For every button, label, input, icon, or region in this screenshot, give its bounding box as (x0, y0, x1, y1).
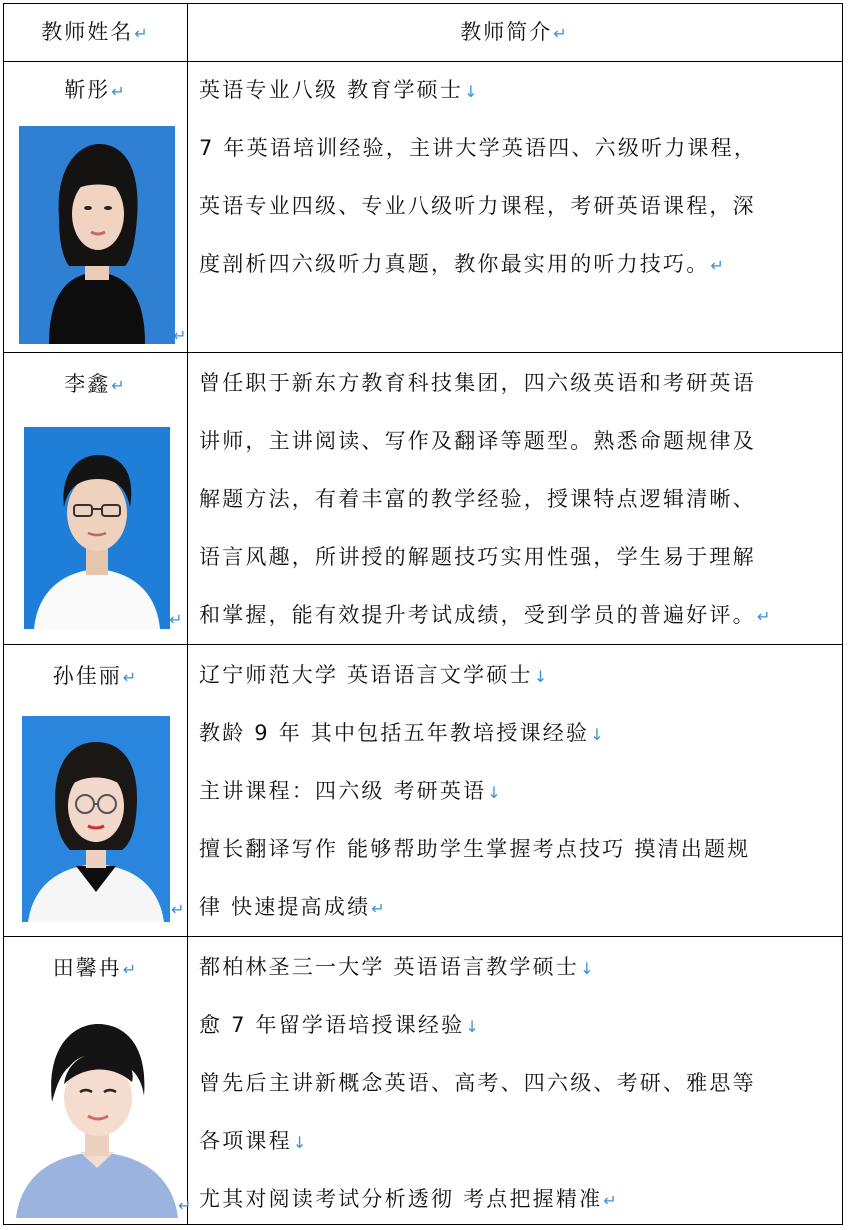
teacher-photo (19, 126, 175, 344)
teacher-photo (24, 427, 170, 629)
teacher-name-cell (4, 74, 187, 104)
teacher-name-cell (4, 952, 187, 982)
bio-line: 英语专业四级、专业八级听力课程，考研英语课程，深 (199, 194, 756, 218)
paragraph-mark: ↵ (122, 960, 139, 979)
paragraph-mark: ↵ (122, 668, 139, 687)
bio-line: 曾任职于新东方教育科技集团，四六级英语和考研英语 (199, 371, 756, 395)
bio-line: 度剖析四六级听力真题，教你最实用的听力技巧。↵ (199, 252, 727, 276)
teacher-photo (22, 716, 170, 922)
row-divider (4, 644, 842, 645)
header-name-label: 教师姓名 (41, 20, 134, 44)
bio-line: 7 年英语培训经验，主讲大学英语四、六级听力课程， (199, 136, 758, 160)
portrait-photo-icon (22, 716, 170, 922)
line-break-mark: ↓ (464, 82, 480, 101)
bio-line: 主讲课程：四六级 考研英语↓ (199, 779, 503, 803)
cell-end-mark: ↵ (178, 1196, 192, 1215)
portrait-photo-icon (14, 1010, 180, 1218)
teacher-bio (199, 938, 839, 1228)
bio-line: 愈 7 年留学语培授课经验↓ (199, 1013, 481, 1037)
teacher-bio (199, 646, 839, 936)
bio-line: 都柏林圣三一大学 英语语言教学硕士↓ (199, 955, 596, 979)
header-name-cell (4, 16, 187, 46)
teacher-name-cell (4, 660, 187, 690)
bio-line: 辽宁师范大学 英语语言文学硕士↓ (199, 663, 550, 687)
bio-line: 和掌握，能有效提升考试成绩，受到学员的普遍好评。↵ (199, 603, 773, 627)
cell-end-mark: ↵ (173, 326, 187, 345)
paragraph-mark: ↵ (553, 24, 569, 43)
line-break-mark: ↵ (371, 899, 387, 918)
portrait-photo-icon (19, 126, 175, 344)
teacher-name: 田馨冉 (52, 956, 122, 980)
teacher-name: 靳彤 (64, 78, 111, 102)
teacher-table (3, 3, 843, 1225)
cell-end-mark: ↵ (171, 900, 185, 919)
bio-line: 曾先后主讲新概念英语、高考、四六级、考研、雅思等 (199, 1071, 756, 1095)
teacher-bio (199, 61, 839, 293)
column-divider (187, 4, 188, 1224)
row-divider (4, 352, 842, 353)
bio-line: 语言风趣，所讲授的解题技巧实用性强，学生易于理解 (199, 545, 756, 569)
teacher-name: 孙佳丽 (52, 664, 122, 688)
paragraph-mark: ↵ (111, 376, 127, 395)
teacher-name: 李鑫 (64, 372, 111, 396)
header-intro-label: 教师简介 (460, 20, 553, 44)
cell-end-mark: ↵ (169, 610, 183, 629)
paragraph-mark: ↵ (111, 82, 127, 101)
line-break-mark: ↵ (710, 256, 727, 275)
bio-line: 讲师，主讲阅读、写作及翻译等题型。熟悉命题规律及 (199, 429, 756, 453)
teacher-name-cell (4, 368, 187, 398)
bio-line: 律 快速提高成绩↵ (199, 895, 387, 919)
line-break-mark: ↵ (756, 607, 773, 626)
bio-line: 英语专业八级 教育学硕士↓ (199, 78, 480, 102)
line-break-mark: ↓ (465, 1017, 481, 1036)
line-break-mark: ↓ (580, 959, 596, 978)
line-break-mark: ↓ (533, 667, 550, 686)
line-break-mark: ↓ (590, 725, 606, 744)
bio-line: 尤其对阅读考试分析透彻 考点把握精准↵ (199, 1187, 619, 1211)
bio-line: 擅长翻译写作 能够帮助学生掌握考点技巧 摸清出题规 (199, 837, 751, 861)
line-break-mark: ↓ (487, 783, 503, 802)
line-break-mark: ↓ (292, 1133, 309, 1152)
portrait-photo-icon (24, 427, 170, 629)
row-divider (4, 936, 842, 937)
teacher-photo (14, 1010, 180, 1218)
teacher-bio (199, 354, 839, 644)
bio-line: 解题方法，有着丰富的教学经验，授课特点逻辑清晰、 (199, 487, 756, 511)
line-break-mark: ↵ (603, 1191, 619, 1210)
bio-line: 各项课程↓ (199, 1129, 309, 1153)
bio-line: 教龄 9 年 其中包括五年教培授课经验↓ (199, 721, 606, 745)
paragraph-mark: ↵ (134, 24, 150, 43)
header-intro-cell (187, 16, 842, 46)
